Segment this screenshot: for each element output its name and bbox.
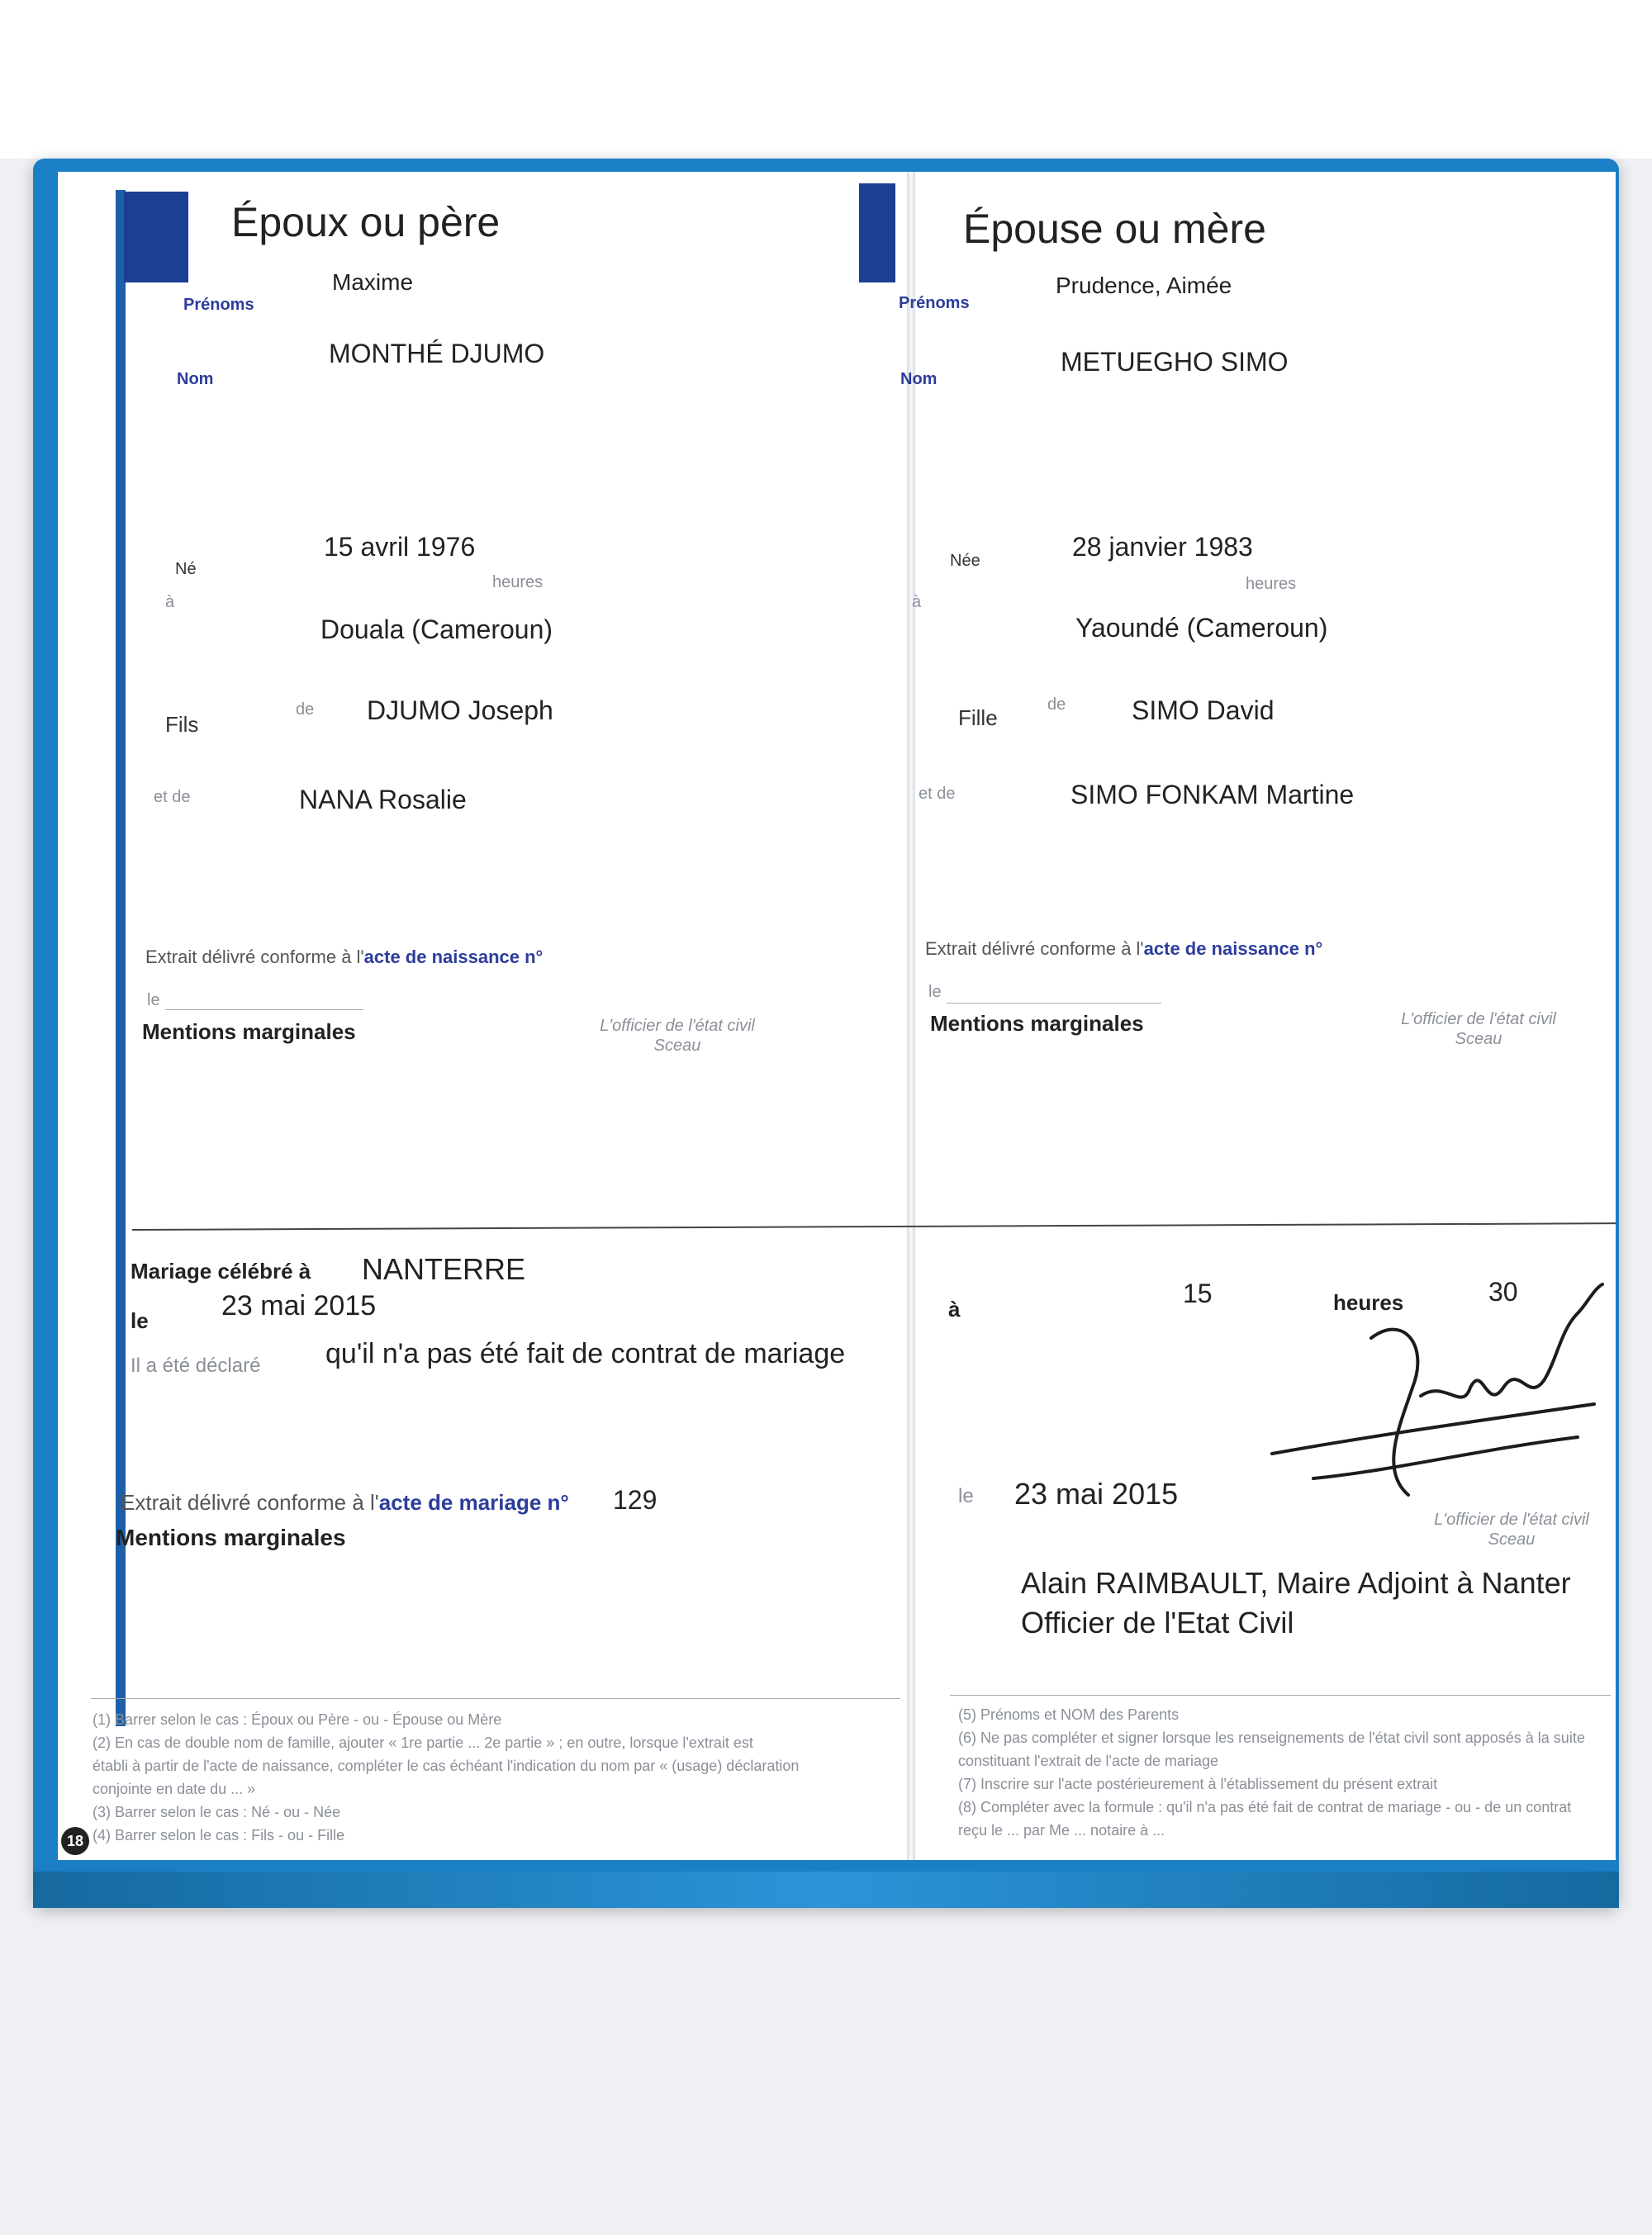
left-nom-label: Nom — [177, 370, 214, 388]
left-prenoms-value: Maxime — [332, 269, 414, 295]
mariage-le-label: le — [131, 1308, 149, 1333]
left-nom-value: MONTHÉ DJUMO — [329, 339, 545, 368]
footnote-8: (8) Compléter avec la formule : qu'il n'a pas été fait de contrat de mariage - ou - de un contrat — [958, 1799, 1572, 1815]
left-le-label: le — [147, 991, 160, 1009]
mariage-date-value: 23 mai 2015 — [221, 1290, 377, 1322]
right-nom-value: METUEGHO SIMO — [1061, 347, 1289, 377]
mariage-contrat-value: qu'il n'a pas été fait de contrat de mariage — [325, 1338, 846, 1369]
left-heures-label: heures — [492, 573, 544, 591]
right-nom-label: Nom — [900, 370, 938, 388]
mariage-date2-value: 23 mai 2015 — [1014, 1477, 1179, 1511]
footnote-4: (4) Barrer selon le cas : Fils - ou - Fille — [93, 1827, 345, 1844]
right-nee-date: 28 janvier 1983 — [1072, 532, 1253, 562]
right-nee-label: Née — [950, 552, 980, 570]
right-a-label: à — [912, 593, 922, 611]
livret-cover-edge — [33, 1872, 1619, 1908]
mariage-a-label: à — [948, 1297, 961, 1322]
left-ne-date: 15 avril 1976 — [324, 532, 476, 562]
mariage-celebre-label: Mariage célébré à — [131, 1259, 311, 1284]
right-et-de-label: et de — [919, 785, 956, 803]
left-et-de-label: et de — [154, 788, 191, 806]
footnote-5: (5) Prénoms et NOM des Parents — [958, 1706, 1180, 1723]
mariage-minutes-value: 30 — [1488, 1277, 1518, 1307]
mariage-mentions-marginales: Mentions marginales — [116, 1525, 346, 1550]
signataire-line2: Officier de l'Etat Civil — [1021, 1606, 1294, 1639]
mariage-acte-numero: 129 — [613, 1485, 657, 1515]
right-le-line — [947, 1003, 1161, 1004]
right-fille-label: Fille — [958, 705, 998, 730]
footnote-7: (7) Inscrire sur l'acte postérieurement à l'établissement du présent extrait — [958, 1776, 1438, 1792]
footnote-8b: reçu le ... par Me ... notaire à ... — [958, 1822, 1165, 1839]
mariage-le2-label: le — [958, 1485, 974, 1507]
left-footnote-separator — [91, 1698, 900, 1699]
mariage-heures-label: heures — [1333, 1290, 1404, 1315]
right-title-marker — [859, 183, 895, 282]
right-officier-sceau: L'officier de l'état civil Sceau — [1401, 1010, 1556, 1048]
page-number-badge: 18 — [61, 1827, 89, 1855]
mariage-heure-value: 15 — [1183, 1279, 1213, 1308]
right-extrait-text: Extrait délivré conforme à l'acte de naissance n° — [925, 938, 1323, 959]
left-lieu-value: Douala (Cameroun) — [320, 615, 553, 644]
mariage-extrait-text: Extrait délivré conforme à l'acte de mariage n° — [121, 1490, 569, 1515]
left-officier-sceau: L'officier de l'état civil Sceau — [600, 1017, 755, 1055]
right-lieu-value: Yaoundé (Cameroun) — [1075, 613, 1328, 643]
mariage-lieu-value: NANTERRE — [362, 1252, 526, 1286]
left-fils-label: Fils — [165, 712, 199, 737]
right-footnotes — [958, 1703, 1611, 1842]
signataire-line1: Alain RAIMBAULT, Maire Adjoint à Nanter — [1021, 1566, 1571, 1600]
footnote-1: (1) Barrer selon le cas : Époux ou Père - ou - Épouse ou Mère — [93, 1711, 502, 1728]
right-de-label: de — [1047, 695, 1066, 714]
left-de-label: de — [296, 700, 315, 719]
right-heures-label: heures — [1246, 575, 1297, 593]
mariage-declare-label: Il a été déclaré — [131, 1355, 261, 1377]
footnote-3: (3) Barrer selon le cas : Né - ou - Née — [93, 1804, 341, 1820]
right-title: Épouse ou mère — [963, 206, 1266, 252]
left-footnotes — [93, 1708, 902, 1847]
left-prenoms-label: Prénoms — [183, 296, 254, 314]
left-mere-value: NANA Rosalie — [299, 785, 467, 814]
right-pere-value: SIMO David — [1132, 695, 1275, 725]
left-pere-value: DJUMO Joseph — [367, 695, 553, 725]
right-le-label: le — [928, 983, 942, 1001]
right-mentions-marginales: Mentions marginales — [930, 1011, 1144, 1036]
left-mentions-marginales: Mentions marginales — [142, 1019, 356, 1044]
footnote-2: (2) En cas de double nom de famille, ajouter « 1re partie ... 2e partie » ; en outre, lorsque l'extrait est — [93, 1734, 753, 1751]
footnote-2c: conjointe en date du ... » — [93, 1781, 256, 1797]
right-footnote-separator — [950, 1695, 1611, 1696]
book-spine — [907, 172, 915, 1860]
right-prenoms-label: Prénoms — [899, 294, 970, 312]
left-ne-label: Né — [175, 560, 197, 578]
right-mere-value: SIMO FONKAM Martine — [1070, 780, 1355, 809]
left-le-line — [165, 1009, 363, 1010]
footnote-6b: constituant l'extrait de l'acte de mariage — [958, 1753, 1219, 1769]
left-a-label: à — [165, 593, 175, 611]
left-extrait-text: Extrait délivré conforme à l'acte de naissance n° — [145, 947, 544, 967]
footnote-6: (6) Ne pas compléter et signer lorsque les renseignements de l'état civil sont apposés à la suite — [958, 1730, 1585, 1746]
right-prenoms-value: Prudence, Aimée — [1056, 273, 1232, 298]
left-title-marker — [124, 192, 188, 282]
left-title: Époux ou père — [231, 199, 501, 245]
mariage-officier-sceau: L'officier de l'état civil Sceau — [1434, 1511, 1589, 1549]
footnote-2b: établi à partir de l'acte de naissance, compléter le cas échéant l'indication du nom par « (usage) déclaration — [93, 1758, 800, 1774]
